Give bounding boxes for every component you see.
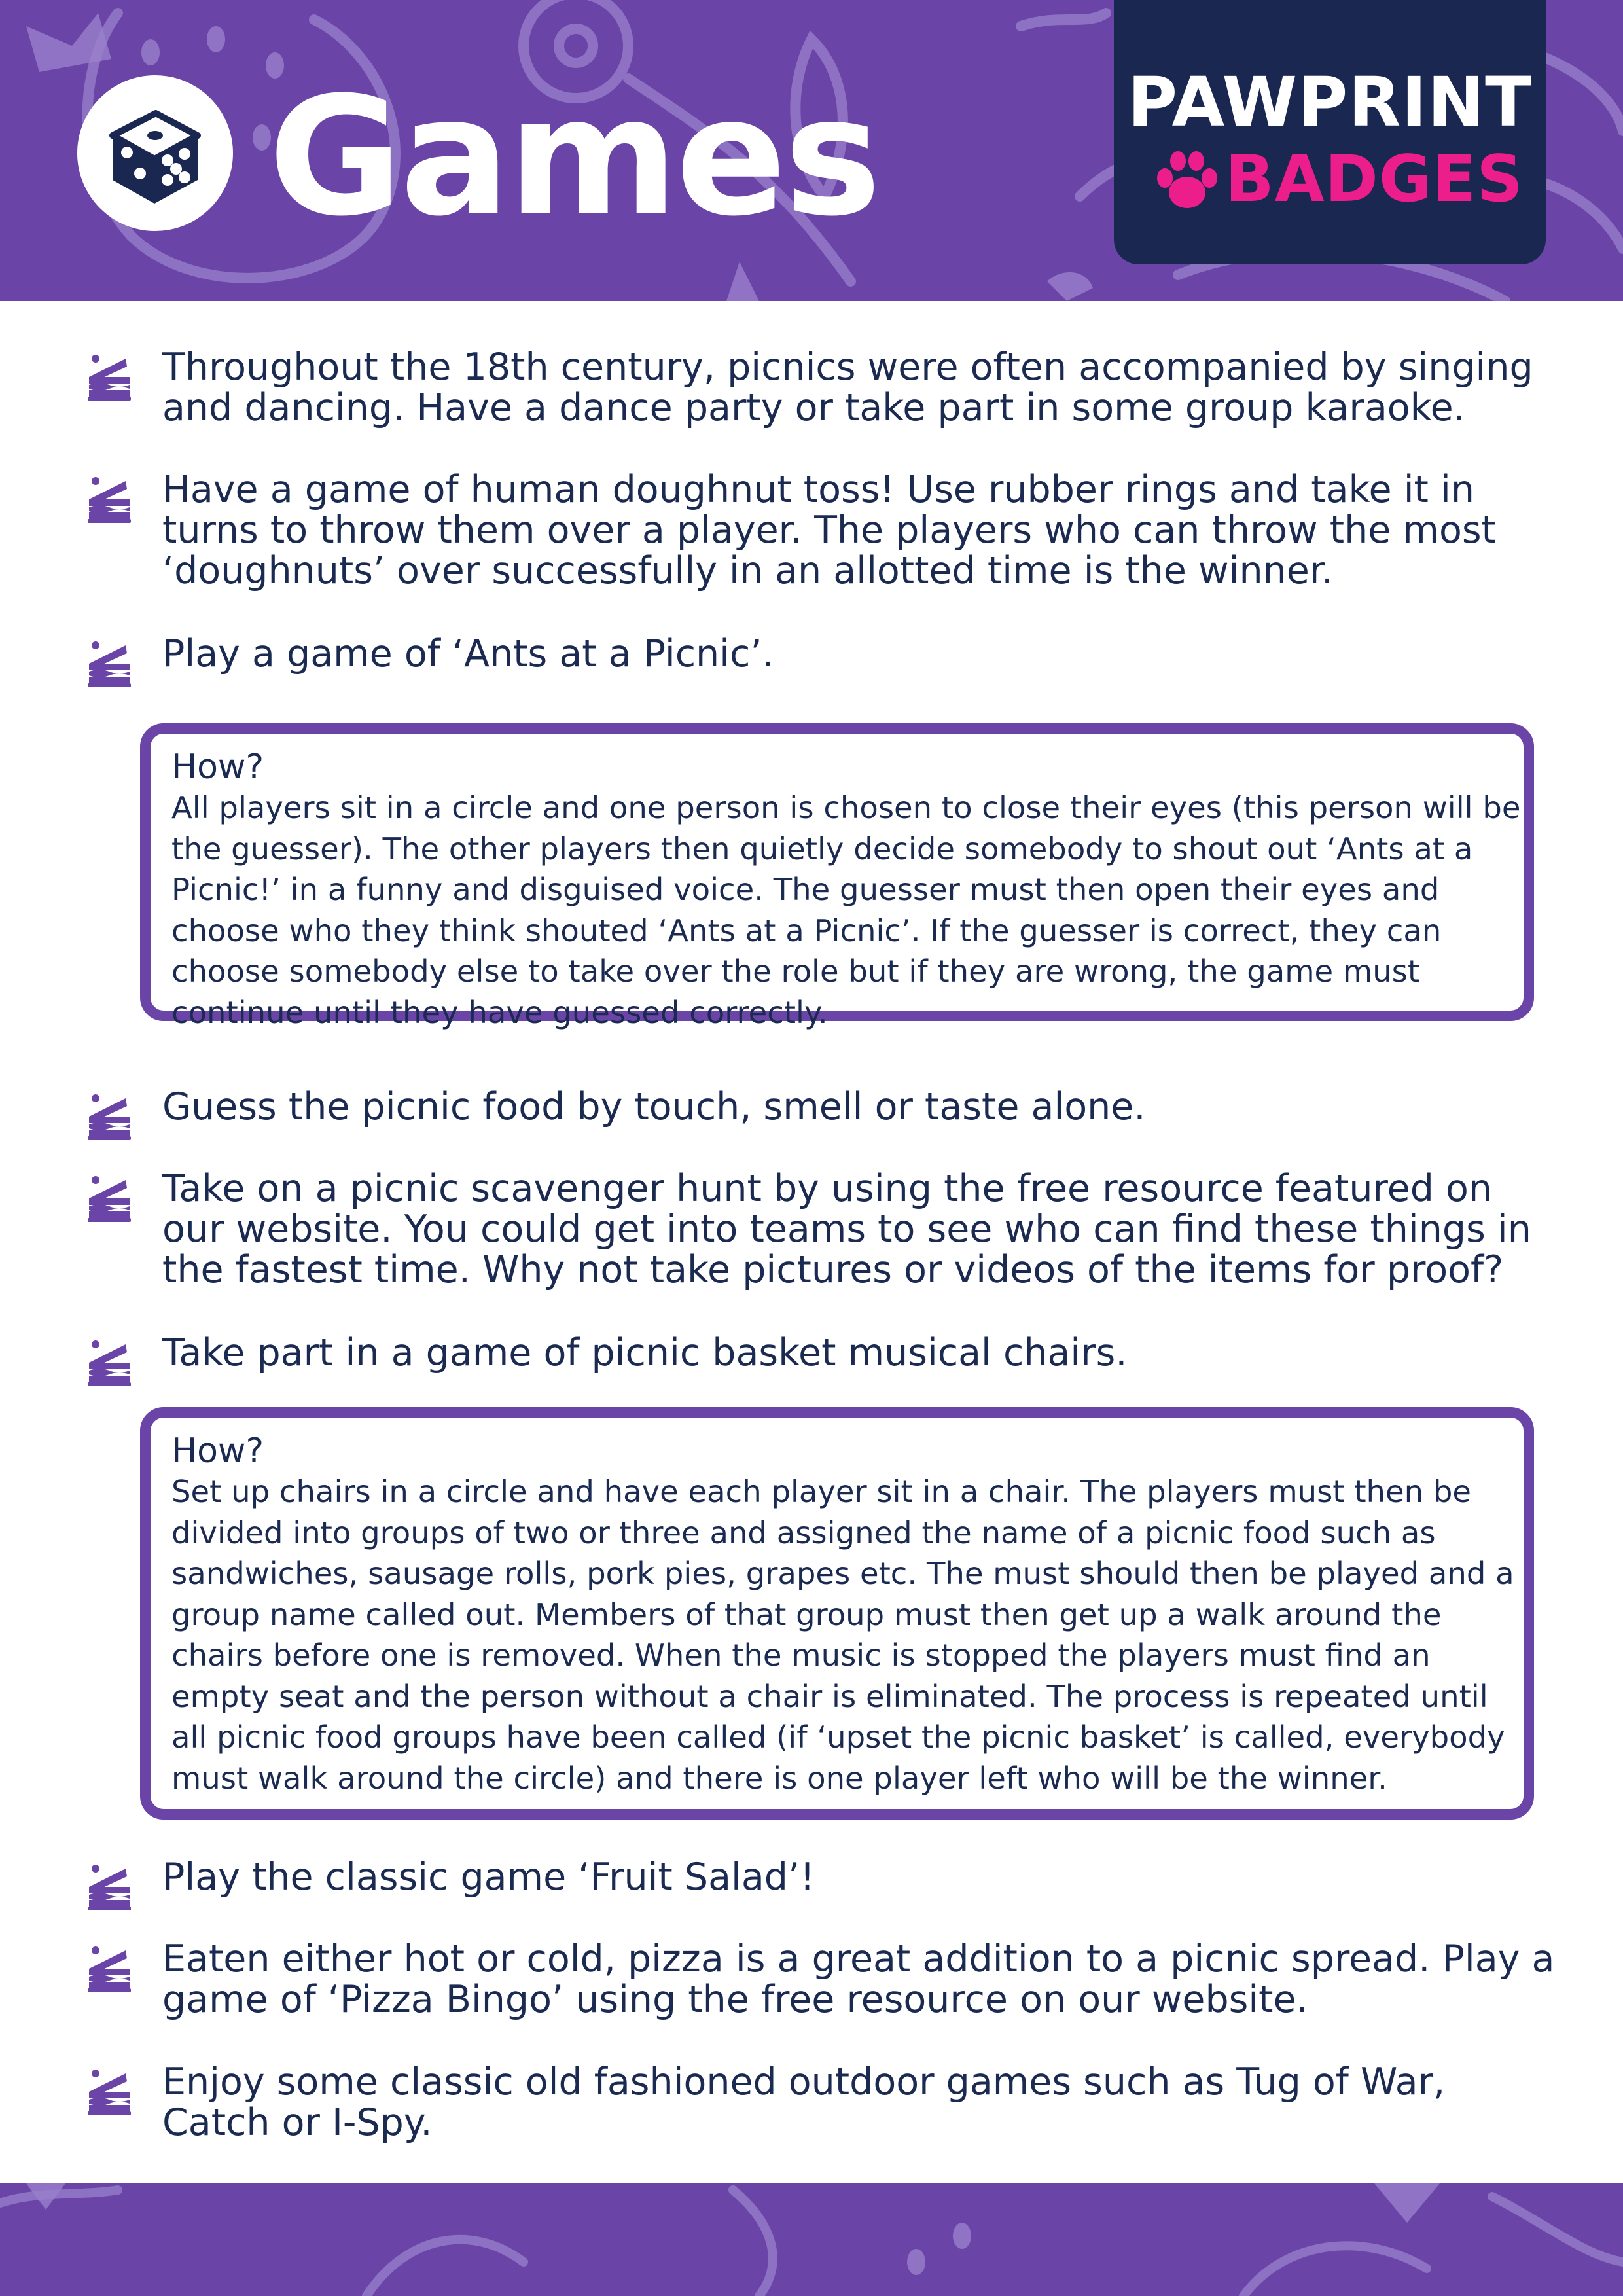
how-label: How?	[171, 1431, 264, 1471]
cake-slice-icon	[86, 475, 132, 524]
item-text: Guess the picnic food by touch, smell or taste alone.	[162, 1085, 1146, 1128]
cake-slice-icon	[86, 1862, 132, 1912]
cake-slice-icon	[86, 1944, 132, 1994]
how-text: Set up chairs in a circle and have each player sit in a chair. The players must then be divided into groups of two or three and assigned the name of a picnic food such as sandwiches, sausage rolls, pork pies, grapes etc. The must should then be played and a group name called out. Members of that group must then get up a walk around the chairs before one is removed. When the music is stopped the players must find an empty seat and the person without a chair is eliminated. The process is repeated until all picnic food groups have been called (if ‘upset the picnic basket’ is called, everybody must walk around the circle) and there is one player left who will be the winner.	[171, 1474, 1514, 1796]
cake-slice-icon	[86, 1174, 132, 1223]
cake-slice-icon	[86, 639, 132, 689]
header-banner	[0, 0, 1623, 301]
item-text: Play the classic game ‘Fruit Salad’!	[162, 1856, 815, 1899]
how-box-ants	[140, 723, 1534, 1030]
item-text: Take on a picnic scavenger hunt by using the free resource featured on our website. You could get into teams to see who can find these things in the fastest time. Why not take pictures or videos of the items for proof?	[162, 1167, 1531, 1291]
footer-banner	[0, 2183, 1623, 2296]
strawberry-pattern	[0, 2183, 1623, 2296]
cake-slice-icon	[86, 352, 132, 402]
how-box-musical-chairs	[140, 1407, 1534, 1820]
paw-print-icon	[1154, 149, 1220, 212]
brand-logo	[1114, 0, 1546, 264]
logo-line-2: BADGES	[1225, 142, 1524, 217]
item-text: Eaten either hot or cold, pizza is a great addition to a picnic spread. Play a game of ‘Pizza Bingo’ using the free resource on our website.	[162, 1937, 1555, 2021]
logo-line-1: PAWPRINT	[1127, 62, 1533, 142]
item-text: Have a game of human doughnut toss! Use rubber rings and take it in turns to throw them over a player. The players who can throw the most ‘doughnuts’ over successfully in an allotted time is the winner.	[162, 468, 1496, 592]
how-text: All players sit in a circle and one person is chosen to close their eyes (this person will be the guesser). The other players then quietly decide somebody to shout out ‘Ants at a Picnic!’ in a funny and disguised voice. The guesser must then open their eyes and choose who they think shouted ‘Ants at a Picnic’. If the guesser is correct, they can choose somebody else to take over the role but if they are wrong, the game must continue until they have guessed correctly.	[171, 790, 1521, 1030]
dice-icon	[77, 75, 233, 231]
item-text: Throughout the 18th century, picnics were often accompanied by singing and dancing. Have a dance party or take part in some group karaoke.	[162, 346, 1533, 429]
item-text: Play a game of ‘Ants at a Picnic’.	[162, 632, 774, 675]
cake-slice-icon	[86, 1338, 132, 1388]
how-label: How?	[171, 747, 264, 787]
dice-badge	[77, 75, 233, 231]
item-text: Take part in a game of picnic basket musical chairs.	[162, 1331, 1128, 1374]
page-title: Games	[268, 62, 879, 252]
item-text: Enjoy some classic old fashioned outdoor games such as Tug of War, Catch or I-Spy.	[162, 2060, 1446, 2144]
cake-slice-icon	[86, 1092, 132, 1141]
cake-slice-icon	[86, 2067, 132, 2117]
